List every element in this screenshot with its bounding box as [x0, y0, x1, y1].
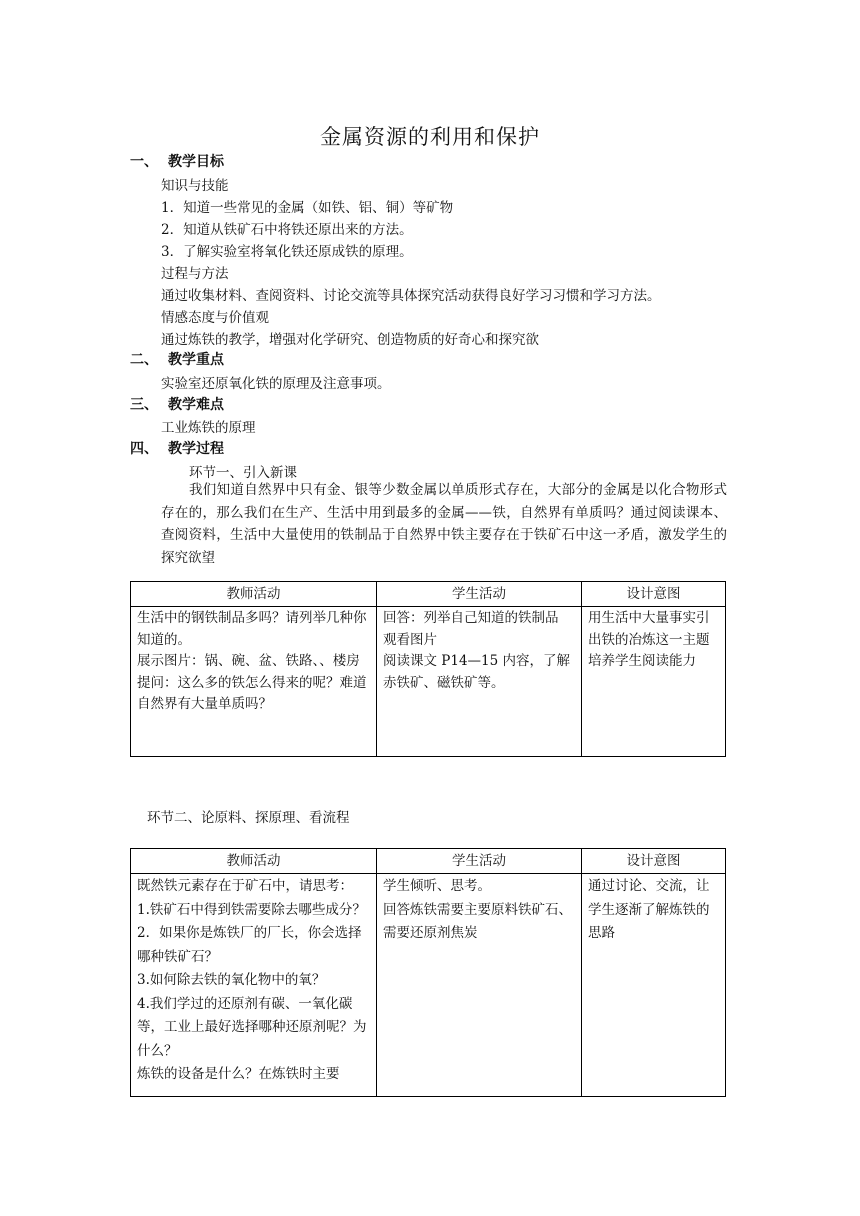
- cell-line: 学生倾听、思考。: [383, 878, 491, 894]
- knowledge-label: 知识与技能: [161, 178, 229, 194]
- cell-line: 1.铁矿石中得到铁需要除去哪些成分？: [137, 901, 366, 918]
- header-teacher: 教师活动: [131, 849, 377, 874]
- knowledge-item-3: 3．了解实验室将氧化铁还原成铁的原理。: [161, 244, 413, 260]
- key-text: 实验室还原氧化铁的原理及注意事项。: [161, 376, 391, 392]
- header-student: 学生活动: [377, 849, 582, 874]
- table-row: [131, 874, 726, 1097]
- cell-line: 既然铁元素存在于矿石中，请思考：: [137, 878, 353, 894]
- cell-line: 回答炼铁需要主要原料铁矿石、需要还原剂焦炭: [383, 901, 572, 941]
- emotion-text: 通过炼铁的教学，增强对化学研究、创造物质的好奇心和探究欲: [161, 332, 539, 348]
- table-header-row: [131, 849, 726, 874]
- process-label: 过程与方法: [161, 266, 229, 282]
- section-heading-process: [130, 438, 224, 458]
- difficult-text: 工业炼铁的原理: [161, 420, 256, 436]
- header-student: 学生活动: [377, 582, 582, 607]
- section-number: 四、: [130, 441, 158, 457]
- step-2-title: 环节二、论原料、探原理、看流程: [147, 810, 350, 826]
- teacher-cell: [131, 607, 377, 757]
- cell-line: 生活中的钢铁制品多吗？请列举几种你知道的。: [137, 610, 367, 648]
- cell-line: 展示图片：锅、碗、盆、铁路、、楼房: [137, 653, 360, 669]
- header-teacher: 教师活动: [131, 582, 377, 607]
- section-heading-goals: [130, 151, 224, 171]
- header-intent: 设计意图: [582, 849, 726, 874]
- knowledge-item-1: 1．知道一些常见的金属（如铁、铝、铜）等矿物: [161, 200, 454, 216]
- intent-cell: [582, 874, 726, 1097]
- cell-line: 观看图片: [383, 631, 437, 648]
- teacher-cell: [131, 874, 377, 1097]
- step-1-title: 环节一、引入新课: [189, 465, 297, 481]
- cell-line: 2．如果你是炼铁厂的厂长，你会选择哪种铁矿石？: [137, 925, 362, 965]
- table-row: [131, 607, 726, 757]
- cell-line: 回答：列举自己知道的铁制品: [383, 610, 559, 626]
- cell-line: 4.我们学过的还原剂有碳、一氧化碳等，工业上最好选择哪种还原剂呢？为什么？: [137, 995, 367, 1059]
- section-number: 二、: [130, 352, 158, 368]
- knowledge-item-2: 2．知道从铁矿石中将铁还原出来的方法。: [161, 222, 413, 238]
- cell-line: 炼铁的设备是什么？在炼铁时主要: [137, 1066, 340, 1082]
- student-cell: [377, 874, 582, 1097]
- cell-line: 用生活中大量事实引出铁的冶炼这一主题: [588, 610, 710, 648]
- table-header-row: [131, 582, 726, 607]
- cell-line: 阅读课文 P14—15 内容，了解赤铁矿、磁铁矿等。: [383, 653, 571, 691]
- header-intent: 设计意图: [582, 582, 726, 607]
- section-title: 教学重点: [168, 352, 224, 368]
- emotion-label: 情感态度与价值观: [161, 310, 269, 326]
- section-title: 教学难点: [168, 397, 224, 413]
- cell-line: 提问：这么多的铁怎么得来的呢？难道自然界有大量单质吗？: [137, 674, 367, 712]
- cell-line: 3.如何除去铁的氧化物中的氧？: [137, 972, 326, 988]
- section-title: 教学过程: [168, 441, 224, 457]
- activity-table-2: [130, 848, 726, 1097]
- cell-line: 通过讨论、交流，让学生逐渐了解炼铁的思路: [588, 878, 710, 941]
- student-cell: [377, 607, 582, 757]
- activity-table-1: [130, 581, 726, 757]
- section-heading-difficult: [130, 394, 224, 414]
- cell-line: 培养学生阅读能力: [588, 653, 696, 669]
- process-text: 通过收集材料、查阅资料、讨论交流等具体探究活动获得良好学习习惯和学习方法。: [161, 288, 661, 304]
- section-number: 一、: [130, 154, 158, 170]
- section-number: 三、: [130, 397, 158, 413]
- intent-cell: [582, 607, 726, 757]
- section-title: 教学目标: [168, 154, 224, 170]
- step-1-paragraph: 我们知道自然界中只有金、银等少数金属以单质形式存在，大部分的金属是以化合物形式存在的，那么我们在生产、生活中用到最多的金属——铁，自然界有单质吗？通过阅读课本、查阅资料，生活中大量使用的铁制品于自然界中铁主要存在于铁矿石中这一矛盾，激发学生的探究欲望: [161, 482, 727, 566]
- page-title: 金属资源的利用和保护: [320, 125, 540, 149]
- section-heading-key: [130, 349, 224, 369]
